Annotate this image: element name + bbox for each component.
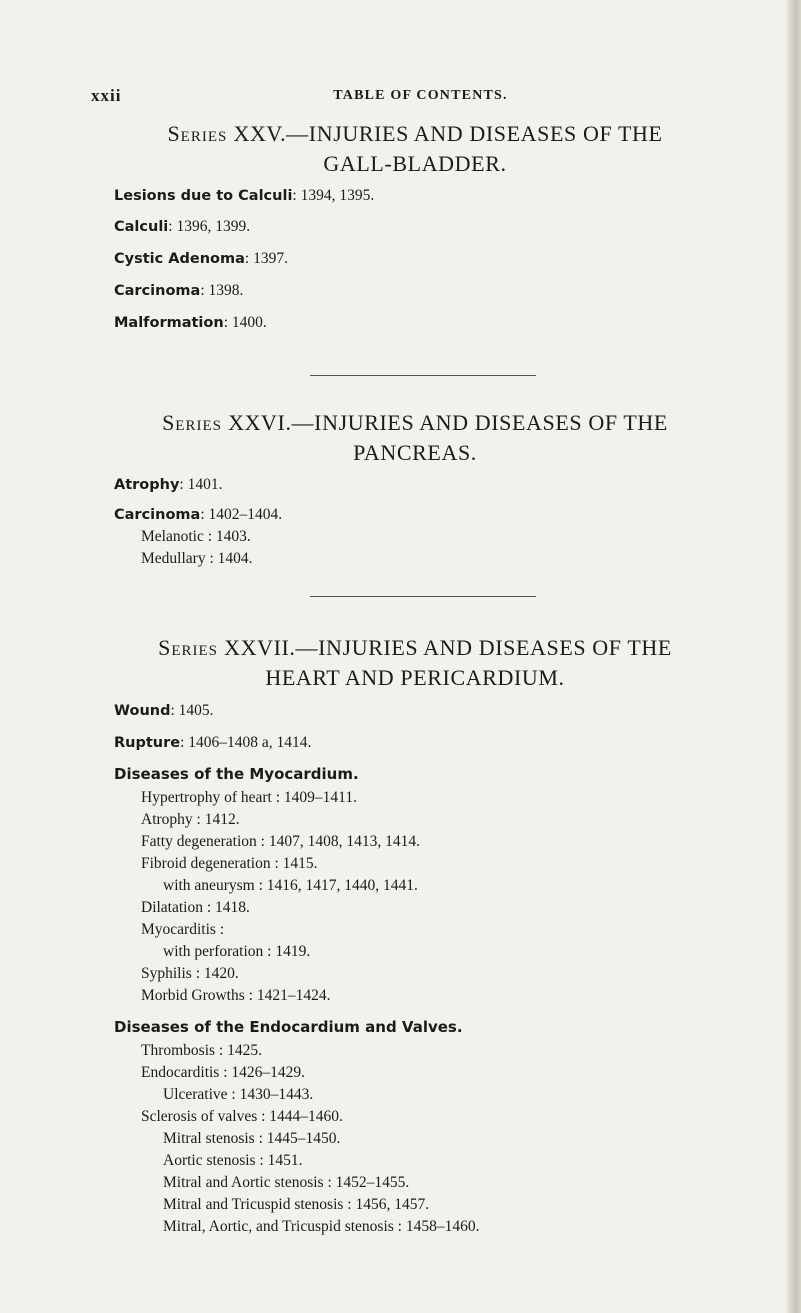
entry-carcinoma xyxy=(114,281,243,301)
endocardium-item: Endocarditis : 1426–1429. xyxy=(141,1064,306,1081)
section-divider xyxy=(310,375,536,376)
myocardium-item: Atrophy : 1412. xyxy=(141,811,240,828)
endocardium-subitem: Mitral stenosis : 1445–1450. xyxy=(163,1130,341,1147)
entry-term: Cystic Adenoma xyxy=(114,251,245,267)
myocardium-heading: Diseases of the Myocardium. xyxy=(114,765,359,783)
endocardium-heading: Diseases of the Endocardium and Valves. xyxy=(114,1018,463,1036)
entry-refs: : 1405. xyxy=(170,702,214,719)
entry-refs: : 1396, 1399. xyxy=(168,218,251,235)
myocardium-subitem: with aneurysm : 1416, 1417, 1440, 1441. xyxy=(163,877,418,894)
series-26-title-line1: XXVI.—INJURIES AND DISEASES OF THE xyxy=(228,410,668,435)
entry-term: Lesions due to Calculi xyxy=(114,188,293,204)
myocardium-item: Fibroid degeneration : 1415. xyxy=(141,855,318,872)
series-27-title xyxy=(150,633,680,693)
entry-atrophy xyxy=(114,475,222,495)
entry-refs: : 1397. xyxy=(244,250,288,267)
entry-term: Malformation xyxy=(114,315,224,331)
series-25-title xyxy=(150,119,680,179)
entry-refs: : 1402–1404. xyxy=(200,506,283,523)
series-27-title-line1: XXVII.—INJURIES AND DISEASES OF THE xyxy=(224,635,672,660)
endocardium-subitem: Mitral and Tricuspid stenosis : 1456, 1457. xyxy=(163,1196,430,1213)
entry-term: Wound xyxy=(114,703,171,719)
running-head: TABLE OF CONTENTS. xyxy=(333,88,508,103)
section-divider xyxy=(310,596,536,597)
myocardium-subitem: with perforation : 1419. xyxy=(163,943,311,960)
endocardium-item: Sclerosis of valves : 1444–1460. xyxy=(141,1108,343,1125)
myocardium-item: Hypertrophy of heart : 1409–1411. xyxy=(141,789,357,806)
subentry-melanotic: Melanotic : 1403. xyxy=(141,528,251,545)
series-25-title-line1: XXV.—INJURIES AND DISEASES OF THE xyxy=(233,121,663,146)
entry-malformation xyxy=(114,313,267,333)
entry-rupture xyxy=(114,733,311,753)
endocardium-subitem: Aortic stenosis : 1451. xyxy=(163,1152,303,1169)
entry-lesions-calculi xyxy=(114,186,374,206)
entry-term: Carcinoma xyxy=(114,283,201,299)
subentry-medullary: Medullary : 1404. xyxy=(141,550,253,567)
page-number: xxii xyxy=(91,86,122,105)
entry-term: Rupture xyxy=(114,735,181,751)
entry-refs: : 1406–1408 a, 1414. xyxy=(180,734,312,751)
myocardium-item: Morbid Growths : 1421–1424. xyxy=(141,987,331,1004)
myocardium-item: Syphilis : 1420. xyxy=(141,965,239,982)
series-26-title-line2: PANCREAS. xyxy=(353,440,477,465)
entry-refs: : 1398. xyxy=(200,282,244,299)
page-header xyxy=(0,86,801,110)
entry-carcinoma xyxy=(114,505,282,525)
endocardium-subitem: Mitral and Aortic stenosis : 1452–1455. xyxy=(163,1174,410,1191)
entry-refs: : 1400. xyxy=(223,314,267,331)
entry-term: Calculi xyxy=(114,219,169,235)
entry-refs: : 1394, 1395. xyxy=(292,187,375,204)
entry-refs: : 1401. xyxy=(179,476,223,493)
series-label: Series xyxy=(158,635,218,660)
myocardium-item: Fatty degeneration : 1407, 1408, 1413, 1414. xyxy=(141,833,420,850)
entry-calculi xyxy=(114,217,250,237)
entry-term: Carcinoma xyxy=(114,507,201,523)
entry-cystic-adenoma xyxy=(114,249,288,269)
series-label: Series xyxy=(162,410,222,435)
myocardium-item: Myocarditis : xyxy=(141,921,225,938)
entry-wound xyxy=(114,701,214,721)
series-25-title-line2: GALL-BLADDER. xyxy=(323,151,507,176)
page-edge-shadow xyxy=(787,0,801,1313)
entry-term: Atrophy xyxy=(114,477,180,493)
myocardium-item: Dilatation : 1418. xyxy=(141,899,250,916)
endocardium-subitem: Ulcerative : 1430–1443. xyxy=(163,1086,314,1103)
series-26-title xyxy=(150,408,680,468)
series-27-title-line2: HEART AND PERICARDIUM. xyxy=(265,665,565,690)
endocardium-item: Thrombosis : 1425. xyxy=(141,1042,262,1059)
endocardium-subitem: Mitral, Aortic, and Tricuspid stenosis : 1458–1460. xyxy=(163,1218,480,1235)
series-label: Series xyxy=(167,121,228,146)
